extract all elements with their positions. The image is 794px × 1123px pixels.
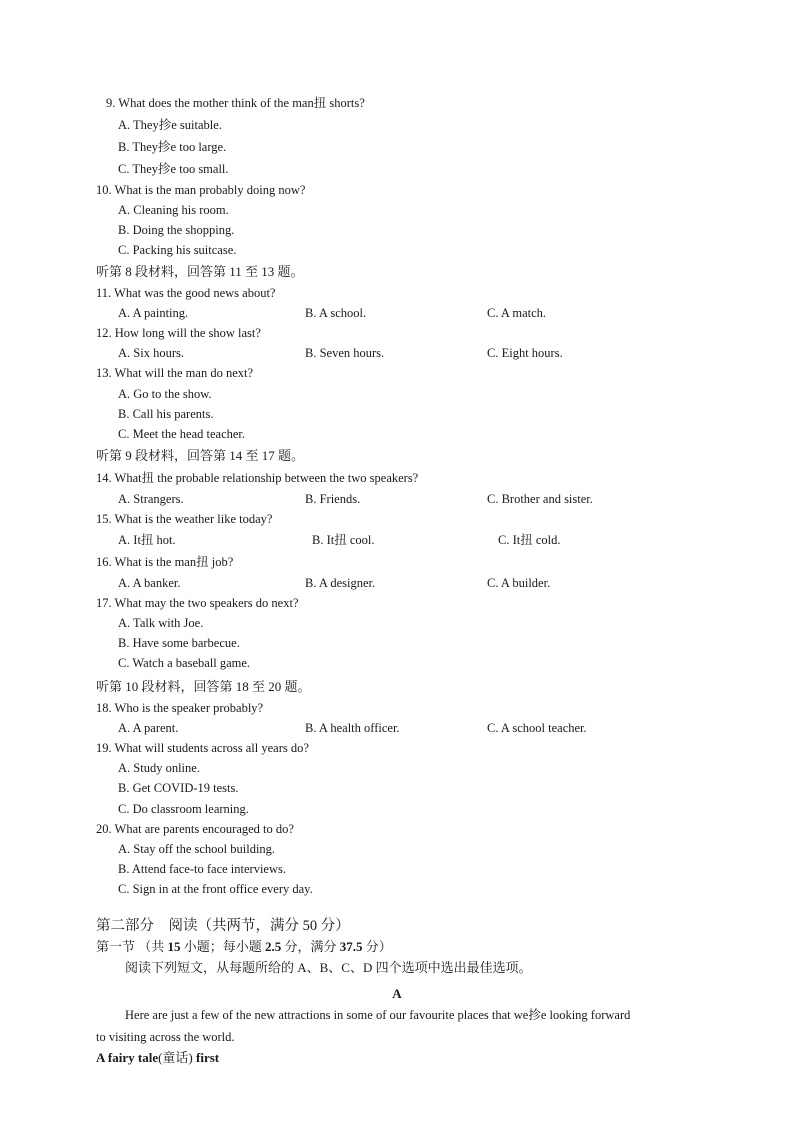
passage-line-2: to visiting across the world. — [96, 1030, 235, 1044]
section-instruction: 阅读下列短文，从每题所给的 A、B、C、D 四个选项中选出最佳选项。 — [125, 960, 532, 975]
option-text: A. Study online. — [118, 761, 200, 775]
option-a: A. Six hours. — [118, 346, 184, 360]
listening-instruction: 听第 9 段材料，回答第 14 至 17 题。 — [96, 448, 305, 463]
option-b: B. A designer. — [305, 576, 376, 590]
option-a: A. Strangers. — [118, 492, 184, 506]
option-c: C. A school teacher. — [487, 721, 587, 735]
option-text: C. Do classroom learning. — [118, 802, 249, 816]
option-text: A. Cleaning his room. — [118, 203, 229, 217]
question-text: 19. What will students across all years do? — [96, 741, 309, 755]
option-text: B. Doing the shopping. — [118, 223, 235, 237]
option-text: C. They抮e too small. — [118, 162, 229, 176]
option-text: B. Attend face-to face interviews. — [118, 862, 286, 876]
question-text: 18. Who is the speaker probably? — [96, 701, 264, 715]
option-text: A. Stay off the school building. — [118, 842, 276, 856]
section-title: 第二部分 阅读（共两节，满分 50 分） — [96, 918, 350, 934]
option-text: A. Talk with Joe. — [118, 616, 204, 630]
option-text: A. Go to the show. — [118, 387, 212, 401]
question-text: 9. What does the mother think of the man扭 shorts? — [106, 96, 365, 110]
question-text: 13. What will the man do next? — [96, 366, 254, 380]
listening-instruction: 听第 10 段材料，回答第 18 至 20 题。 — [96, 679, 311, 694]
option-b: B. Seven hours. — [305, 346, 385, 360]
option-text: B. They抮e too large. — [118, 140, 227, 154]
option-c: C. It扭 cold. — [498, 533, 561, 547]
passage-letter: A — [392, 986, 402, 1001]
option-a: A. A painting. — [118, 306, 189, 320]
question-text: 15. What is the weather like today? — [96, 512, 273, 526]
option-c: C. Brother and sister. — [487, 492, 593, 506]
option-c: C. A builder. — [487, 576, 551, 590]
question-text: 20. What are parents encouraged to do? — [96, 822, 294, 836]
question-text: 11. What was the good news about? — [96, 286, 276, 300]
option-a: A. A banker. — [118, 576, 181, 590]
listening-instruction: 听第 8 段材料，回答第 11 至 13 题。 — [96, 264, 304, 279]
question-text: 10. What is the man probably doing now? — [96, 183, 306, 197]
option-text: C. Watch a baseball game. — [118, 656, 251, 670]
question-text: 16. What is the man扭 job? — [96, 555, 234, 569]
question-text: 12. How long will the show last? — [96, 326, 261, 340]
option-text: B. Call his parents. — [118, 407, 214, 421]
option-c: C. A match. — [487, 306, 547, 320]
option-b: B. Friends. — [305, 492, 361, 506]
passage-heading: A fairy tale(童话) first — [96, 1050, 220, 1065]
option-b: B. A health officer. — [305, 721, 400, 735]
option-a: A. It扭 hot. — [118, 533, 176, 547]
option-text: B. Get COVID-19 tests. — [118, 781, 239, 795]
option-text: B. Have some barbecue. — [118, 636, 240, 650]
option-b: B. A school. — [305, 306, 367, 320]
option-a: A. A parent. — [118, 721, 179, 735]
passage-line-1: Here are just a few of the new attractions in some of our favourite places that we抮e looking forward — [125, 1008, 631, 1022]
question-text: 17. What may the two speakers do next? — [96, 596, 299, 610]
option-b: B. It扭 cool. — [312, 533, 375, 547]
section-subtitle: 第一节 （共 15 小题；每小题 2.5 分，满分 37.5 分） — [96, 939, 392, 954]
option-text: C. Sign in at the front office every day. — [118, 882, 313, 896]
option-text: C. Meet the head teacher. — [118, 427, 246, 441]
option-text: A. They抮e suitable. — [118, 118, 222, 132]
option-c: C. Eight hours. — [487, 346, 563, 360]
option-text: C. Packing his suitcase. — [118, 243, 237, 257]
question-text: 14. What扭 the probable relationship between the two speakers? — [96, 471, 419, 485]
